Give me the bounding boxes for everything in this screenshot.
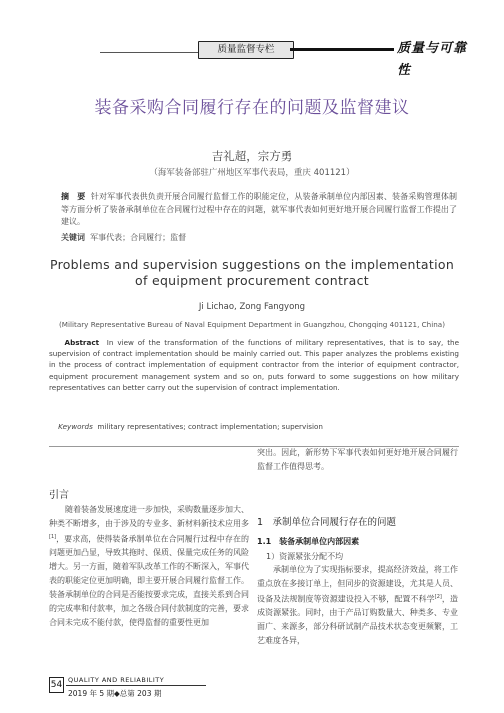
intro-heading: 引言: [49, 490, 69, 501]
section11-heading: 1.1 装备承制单位内部因素: [257, 537, 360, 546]
section11-ref: [2]: [434, 593, 442, 600]
intro-paragraph: [49, 503, 249, 630]
footer-issue: 2019 年 5 期◆总第 203 期: [68, 689, 162, 698]
intro-text-1: 随着装备发展速度进一步加快，采购数量逐步加大、种类不断增多，由于涉及的专业多、新材料新技术应用多: [49, 505, 249, 528]
section11-paragraph: [257, 563, 458, 648]
en-affiliation: (Military Representative Bureau of Naval Equipment Department in Guangzhou, Chongqing 401121, China): [59, 320, 445, 329]
en-title-line2: of equipment procurement contract: [135, 273, 369, 288]
section1-heading: 1 承制单位合同履行存在的问题: [257, 517, 397, 528]
section11-text-1: 承制单位为了实现指标要求，提高经济效益，将工作重点放在多接订单上，但同步的资源建设，尤其是人员、设备及法规制度等资源建设投入不够，配置不科学: [257, 565, 458, 604]
en-authors: Ji Lichao, Zong Fangyong: [198, 302, 306, 312]
section11-text-2: ，造成资源紧张。同时，由于产品订购数量大、种类多、专业面广、来源多，部分科研试制产品技术状态变更频繁，工艺难度各异，: [257, 594, 459, 646]
cn-abstract: [61, 191, 457, 229]
en-title: [0, 257, 504, 289]
section11-body: [257, 563, 458, 648]
cn-keywords: [61, 232, 457, 243]
page-number: 54: [49, 677, 64, 693]
column-tag: 质量监督专栏: [198, 41, 294, 59]
en-abstract-text: In view of the transformation of the functions of military representatives, that is to say, the supervision of contract implementation should be mainly carried out. This paper analyzes the problems existing in the process of contract implementation of equipment contractor from the interior of equipment contractor, equipment procurement management system and so on, puts forward to some suggestions on how military representatives can better carry out the supervision of contract implementation.: [49, 338, 459, 392]
footer-rule: [66, 685, 206, 686]
en-abstract: [49, 337, 459, 393]
right-top-text: 突出。因此，新形势下军事代表如何更好地开展合同履行监督工作值得思考。: [257, 448, 458, 471]
cn-keywords-label: 关键词: [61, 233, 85, 242]
cn-abstract-text: 针对军事代表供负责开展合同履行监督工作的职能定位，从装备承制单位内部因素、装备采购管理体制等方面分析了装备承制单位在合同履行过程中存在的问题，就军事代表如何更好地开展合同履行监督工作提出了建议。: [61, 192, 458, 226]
journal-brand-logo: 质量与可靠性: [397, 41, 468, 78]
en-title-line1: Problems and supervision suggestions on the implementation: [49, 257, 455, 272]
intro-body: [49, 503, 249, 630]
right-top-paragraph: [257, 446, 458, 474]
en-keywords-label: Keywords: [58, 422, 93, 431]
cn-affiliation: （海军装备部驻广州地区军事代表局，重庆 401121）: [149, 168, 355, 178]
footer-journal-name: QUALITY AND RELIABILITY: [68, 676, 165, 684]
en-keywords: [49, 422, 459, 431]
header-rule: [290, 48, 394, 51]
cn-abstract-label: 摘 要: [61, 192, 86, 201]
cn-title: 装备采购合同履行存在的问题及监督建议: [94, 98, 410, 118]
en-abstract-label: Abstract: [64, 338, 100, 347]
intro-ref: [1]: [49, 533, 57, 540]
intro-text-2: ，要求高，使得装备承制单位在合同履行过程中存在的问题更加凸显，导致其拖时、保质、保量完成任务的风险增大。另一方面，随着军队改革工作的不断深入，军事代表的职能定位更加明确，即主要开展合同履行监督工作。装备承制单位的合同是否能按要求完成，直接关系到合同的完成率和付款率，加之各级合同付款制度的完善，要求合同未完成不能付款，使得监督的重要性更加: [49, 534, 249, 627]
header-rule-left: [100, 52, 200, 53]
cn-keywords-text: 军事代表；合同履行；监督: [90, 233, 187, 242]
en-keywords-text: military representatives; contract implementation; supervision: [97, 422, 323, 431]
cn-authors: 吉礼超，宗方勇: [211, 149, 293, 163]
subsection1-heading: 1）资源紧张分配不均: [266, 552, 344, 561]
